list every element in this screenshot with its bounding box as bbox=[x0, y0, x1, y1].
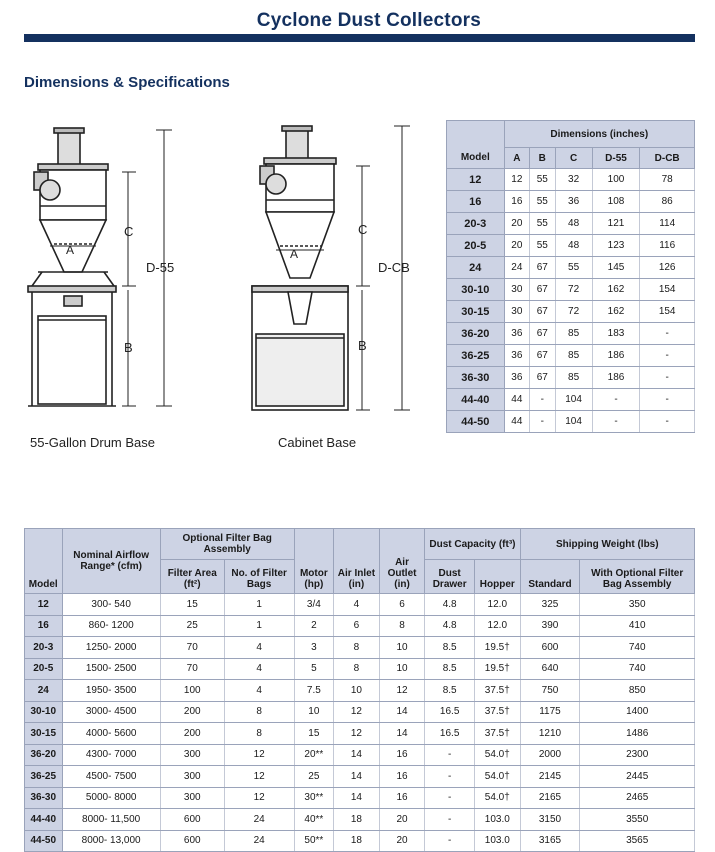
spec-cell: 600 bbox=[160, 809, 224, 831]
spec-cell: 12 bbox=[379, 680, 425, 702]
dimension-cell: 154 bbox=[640, 279, 695, 301]
spec-cell: 37.5† bbox=[474, 701, 520, 723]
spec-cell: 12.0 bbox=[474, 594, 520, 616]
spec-cell: 1 bbox=[224, 615, 294, 637]
table-row bbox=[447, 367, 695, 389]
spec-header-air-outlet: Air Outlet (in) bbox=[379, 529, 425, 594]
spec-cell: 37.5† bbox=[474, 723, 520, 745]
spec-cell: 20 bbox=[379, 830, 425, 852]
spec-header-dust-group: Dust Capacity (ft³) bbox=[425, 529, 520, 560]
spec-cell: 54.0† bbox=[474, 787, 520, 809]
spec-cell: - bbox=[425, 766, 475, 788]
model-cell: 16 bbox=[447, 191, 505, 213]
spec-cell: 12 bbox=[224, 766, 294, 788]
spec-cell: 3000- 4500 bbox=[62, 701, 160, 723]
spec-cell: 8000- 13,000 bbox=[62, 830, 160, 852]
spec-cell: 12 bbox=[224, 787, 294, 809]
spec-cell: 14 bbox=[379, 723, 425, 745]
drum-dim-d-label: D-55 bbox=[146, 260, 175, 275]
dimension-cell: 104 bbox=[555, 389, 592, 411]
spec-cell: 8 bbox=[224, 701, 294, 723]
spec-cell: 18 bbox=[334, 809, 380, 831]
spec-cell: 2 bbox=[294, 615, 334, 637]
spec-table-body bbox=[25, 594, 695, 852]
spec-cell: 860- 1200 bbox=[62, 615, 160, 637]
spec-cell: 40** bbox=[294, 809, 334, 831]
spec-cell: 103.0 bbox=[474, 809, 520, 831]
dimension-cell: 20 bbox=[504, 235, 529, 257]
spec-cell: 20** bbox=[294, 744, 334, 766]
table-row bbox=[447, 213, 695, 235]
dimension-cell: 44 bbox=[504, 389, 529, 411]
dimension-cell: 36 bbox=[504, 367, 529, 389]
dimension-cell: 72 bbox=[555, 279, 592, 301]
spec-cell: 10 bbox=[379, 637, 425, 659]
dimension-cell: 67 bbox=[530, 257, 555, 279]
model-cell: 36-20 bbox=[447, 323, 505, 345]
table-row bbox=[447, 345, 695, 367]
spec-cell: 103.0 bbox=[474, 830, 520, 852]
cabinet-dim-a-label: A bbox=[290, 247, 299, 261]
table-row bbox=[447, 411, 695, 433]
model-cell: 44-50 bbox=[25, 830, 63, 852]
model-cell: 36-30 bbox=[25, 787, 63, 809]
spec-header-filter-group: Optional Filter Bag Assembly bbox=[160, 529, 294, 560]
dimension-cell: 104 bbox=[555, 411, 592, 433]
table-row bbox=[447, 235, 695, 257]
dimension-cell: 48 bbox=[555, 213, 592, 235]
spec-cell: 25 bbox=[160, 615, 224, 637]
drum-dim-c-label: C bbox=[124, 224, 134, 239]
spec-cell: 300 bbox=[160, 787, 224, 809]
dimension-cell: 30 bbox=[504, 301, 529, 323]
dimension-cell: 116 bbox=[640, 235, 695, 257]
spec-cell: 4 bbox=[224, 680, 294, 702]
spec-cell: 54.0† bbox=[474, 766, 520, 788]
table-row bbox=[25, 701, 695, 723]
dimension-cell: 12 bbox=[504, 169, 529, 191]
cabinet-dim-c-label: C bbox=[358, 222, 368, 237]
spec-cell: 24 bbox=[224, 809, 294, 831]
spec-cell: 4 bbox=[224, 658, 294, 680]
dimension-cell: 121 bbox=[592, 213, 640, 235]
spec-cell: 100 bbox=[160, 680, 224, 702]
spec-cell: 8 bbox=[379, 615, 425, 637]
dimension-cell: 55 bbox=[555, 257, 592, 279]
drum-base-diagram bbox=[24, 120, 204, 420]
model-cell: 12 bbox=[25, 594, 63, 616]
spec-cell: 2000 bbox=[520, 744, 580, 766]
dimension-cell: 20 bbox=[504, 213, 529, 235]
spec-cell: 3150 bbox=[520, 809, 580, 831]
dimension-cell: - bbox=[530, 389, 555, 411]
spec-cell: 850 bbox=[580, 680, 695, 702]
table-row bbox=[25, 594, 695, 616]
spec-cell: 6 bbox=[379, 594, 425, 616]
dimension-cell: 24 bbox=[504, 257, 529, 279]
dimension-cell: 186 bbox=[592, 367, 640, 389]
spec-cell: 16 bbox=[379, 766, 425, 788]
table-row bbox=[447, 389, 695, 411]
spec-cell: 70 bbox=[160, 658, 224, 680]
dim-column-header: Model bbox=[447, 148, 505, 169]
spec-cell: 2445 bbox=[580, 766, 695, 788]
dimension-cell: 44 bbox=[504, 411, 529, 433]
spec-cell: 750 bbox=[520, 680, 580, 702]
spec-cell: 2145 bbox=[520, 766, 580, 788]
spec-cell: - bbox=[425, 809, 475, 831]
spec-cell: 8.5 bbox=[425, 680, 475, 702]
cabinet-dim-b-label: B bbox=[358, 338, 367, 353]
spec-header-weight-group: Shipping Weight (lbs) bbox=[520, 529, 694, 560]
dimension-cell: - bbox=[592, 389, 640, 411]
model-cell: 36-25 bbox=[447, 345, 505, 367]
table-row bbox=[25, 658, 695, 680]
dimension-cell: - bbox=[592, 411, 640, 433]
model-cell: 20-3 bbox=[447, 213, 505, 235]
dimension-cell: 55 bbox=[530, 169, 555, 191]
spec-cell: 1486 bbox=[580, 723, 695, 745]
spec-cell: 10 bbox=[334, 680, 380, 702]
spec-header-hopper: Hopper bbox=[474, 560, 520, 594]
dimension-cell: 55 bbox=[530, 213, 555, 235]
drum-dim-a-label: A bbox=[66, 243, 75, 257]
spec-cell: 12 bbox=[334, 723, 380, 745]
spec-cell: 600 bbox=[520, 637, 580, 659]
dimension-cell: - bbox=[640, 323, 695, 345]
dim-column-header: C bbox=[555, 148, 592, 169]
spec-cell: 3550 bbox=[580, 809, 695, 831]
spec-cell: 25 bbox=[294, 766, 334, 788]
model-cell: 30-10 bbox=[447, 279, 505, 301]
spec-cell: - bbox=[425, 744, 475, 766]
spec-cell: 8.5 bbox=[425, 637, 475, 659]
dimension-cell: 85 bbox=[555, 367, 592, 389]
dim-column-header: D-55 bbox=[592, 148, 640, 169]
dimension-cell: 55 bbox=[530, 191, 555, 213]
model-cell: 20-5 bbox=[447, 235, 505, 257]
spec-cell: 3165 bbox=[520, 830, 580, 852]
model-cell: 24 bbox=[25, 680, 63, 702]
spec-cell: 410 bbox=[580, 615, 695, 637]
spec-cell: 390 bbox=[520, 615, 580, 637]
spec-cell: 4.8 bbox=[425, 615, 475, 637]
spec-cell: 16 bbox=[379, 744, 425, 766]
spec-cell: 4300- 7000 bbox=[62, 744, 160, 766]
spec-cell: 4 bbox=[334, 594, 380, 616]
table-row bbox=[447, 257, 695, 279]
dimension-cell: 67 bbox=[530, 301, 555, 323]
dimension-cell: 85 bbox=[555, 345, 592, 367]
spec-cell: 300 bbox=[160, 766, 224, 788]
dimension-cell: 32 bbox=[555, 169, 592, 191]
spec-header-dust-drawer: Dust Drawer bbox=[425, 560, 475, 594]
dimension-cell: 72 bbox=[555, 301, 592, 323]
table-row bbox=[447, 301, 695, 323]
spec-cell: 19.5† bbox=[474, 658, 520, 680]
spec-cell: 16.5 bbox=[425, 701, 475, 723]
spec-cell: 19.5† bbox=[474, 637, 520, 659]
dimension-cell: 55 bbox=[530, 235, 555, 257]
model-cell: 24 bbox=[447, 257, 505, 279]
model-cell: 44-50 bbox=[447, 411, 505, 433]
spec-cell: 10 bbox=[294, 701, 334, 723]
dimension-cell: 30 bbox=[504, 279, 529, 301]
spec-cell: 15 bbox=[160, 594, 224, 616]
spec-cell: 1 bbox=[224, 594, 294, 616]
spec-cell: 740 bbox=[580, 637, 695, 659]
spec-cell: 300- 540 bbox=[62, 594, 160, 616]
spec-header-model: Model bbox=[25, 529, 63, 594]
spec-cell: 15 bbox=[294, 723, 334, 745]
spec-cell: 8 bbox=[334, 637, 380, 659]
spec-header-filter-bags: No. of Filter Bags bbox=[224, 560, 294, 594]
dimension-cell: 108 bbox=[592, 191, 640, 213]
spec-cell: 10 bbox=[379, 658, 425, 680]
spec-cell: 2300 bbox=[580, 744, 695, 766]
spec-cell: 24 bbox=[224, 830, 294, 852]
dimension-cell: - bbox=[640, 367, 695, 389]
model-cell: 20-3 bbox=[25, 637, 63, 659]
dimension-cell: 183 bbox=[592, 323, 640, 345]
spec-header-with-filter: With Optional Filter Bag Assembly bbox=[580, 560, 695, 594]
spec-cell: 16.5 bbox=[425, 723, 475, 745]
dim-column-header: B bbox=[530, 148, 555, 169]
spec-cell: 200 bbox=[160, 701, 224, 723]
dimension-cell: 67 bbox=[530, 345, 555, 367]
spec-cell: 2165 bbox=[520, 787, 580, 809]
spec-cell: 325 bbox=[520, 594, 580, 616]
dimension-cell: 162 bbox=[592, 279, 640, 301]
dimension-cell: 154 bbox=[640, 301, 695, 323]
dim-table-corner bbox=[447, 121, 505, 148]
spec-cell: 4 bbox=[224, 637, 294, 659]
spec-cell: 20 bbox=[379, 809, 425, 831]
table-row bbox=[25, 637, 695, 659]
dim-column-header-row bbox=[447, 148, 695, 169]
drum-dim-b-label: B bbox=[124, 340, 133, 355]
dimension-cell: 36 bbox=[555, 191, 592, 213]
spec-cell: 3 bbox=[294, 637, 334, 659]
spec-cell: 14 bbox=[379, 701, 425, 723]
spec-cell: 50** bbox=[294, 830, 334, 852]
spec-cell: 300 bbox=[160, 744, 224, 766]
page-title-wrap bbox=[0, 10, 715, 32]
spec-header-motor: Motor (hp) bbox=[294, 529, 334, 594]
spec-cell: 70 bbox=[160, 637, 224, 659]
dimension-cell: 114 bbox=[640, 213, 695, 235]
spec-cell: 7.5 bbox=[294, 680, 334, 702]
model-cell: 36-25 bbox=[25, 766, 63, 788]
model-cell: 30-15 bbox=[25, 723, 63, 745]
table-row bbox=[25, 723, 695, 745]
dimension-cell: 67 bbox=[530, 279, 555, 301]
drum-base-caption: 55-Gallon Drum Base bbox=[30, 435, 155, 450]
spec-header-filter-area: Filter Area (ft²) bbox=[160, 560, 224, 594]
cabinet-dim-d-label: D-CB bbox=[378, 260, 410, 275]
table-row bbox=[447, 279, 695, 301]
spec-cell: 4.8 bbox=[425, 594, 475, 616]
model-cell: 36-30 bbox=[447, 367, 505, 389]
spec-cell: 350 bbox=[580, 594, 695, 616]
table-row bbox=[447, 323, 695, 345]
dimension-cell: 78 bbox=[640, 169, 695, 191]
spec-cell: 200 bbox=[160, 723, 224, 745]
table-row bbox=[447, 191, 695, 213]
table-row bbox=[25, 680, 695, 702]
dimension-cell: 85 bbox=[555, 323, 592, 345]
dimension-cell: 16 bbox=[504, 191, 529, 213]
spec-header-standard: Standard bbox=[520, 560, 580, 594]
spec-cell: 14 bbox=[334, 766, 380, 788]
dimension-cell: 100 bbox=[592, 169, 640, 191]
specifications-table bbox=[24, 528, 695, 852]
spec-cell: 37.5† bbox=[474, 680, 520, 702]
model-cell: 12 bbox=[447, 169, 505, 191]
spec-cell: 30** bbox=[294, 787, 334, 809]
dimension-cell: 162 bbox=[592, 301, 640, 323]
dimension-cell: 67 bbox=[530, 367, 555, 389]
spec-cell: 18 bbox=[334, 830, 380, 852]
dimension-cell: 186 bbox=[592, 345, 640, 367]
page-title: Cyclone Dust Collectors bbox=[256, 10, 481, 31]
spec-cell: 8 bbox=[224, 723, 294, 745]
table-row bbox=[25, 615, 695, 637]
spec-cell: 12 bbox=[224, 744, 294, 766]
table-row bbox=[25, 809, 695, 831]
dimension-cell: - bbox=[530, 411, 555, 433]
model-cell: 16 bbox=[25, 615, 63, 637]
spec-cell: 54.0† bbox=[474, 744, 520, 766]
dimension-cell: 36 bbox=[504, 345, 529, 367]
model-cell: 30-10 bbox=[25, 701, 63, 723]
spec-cell: 600 bbox=[160, 830, 224, 852]
dimensions-table bbox=[446, 120, 695, 433]
dimension-cell: 48 bbox=[555, 235, 592, 257]
spec-cell: 5000- 8000 bbox=[62, 787, 160, 809]
spec-cell: - bbox=[425, 787, 475, 809]
model-cell: 36-20 bbox=[25, 744, 63, 766]
spec-cell: 5 bbox=[294, 658, 334, 680]
title-divider bbox=[24, 34, 695, 42]
dimension-cell: - bbox=[640, 411, 695, 433]
spec-cell: 4500- 7500 bbox=[62, 766, 160, 788]
spec-cell: 3/4 bbox=[294, 594, 334, 616]
spec-header-airflow: Nominal Airflow Range* (cfm) bbox=[62, 529, 160, 594]
spec-cell: 4000- 5600 bbox=[62, 723, 160, 745]
dim-column-header: D-CB bbox=[640, 148, 695, 169]
dimension-cell: 67 bbox=[530, 323, 555, 345]
dim-table-body bbox=[447, 169, 695, 433]
dim-column-header: A bbox=[504, 148, 529, 169]
spec-cell: - bbox=[425, 830, 475, 852]
model-cell: 20-5 bbox=[25, 658, 63, 680]
spec-cell: 2465 bbox=[580, 787, 695, 809]
spec-cell: 8 bbox=[334, 658, 380, 680]
table-row bbox=[25, 744, 695, 766]
dim-group-header: Dimensions (inches) bbox=[504, 121, 694, 148]
dimension-cell: 126 bbox=[640, 257, 695, 279]
spec-cell: 8000- 11,500 bbox=[62, 809, 160, 831]
spec-cell: 16 bbox=[379, 787, 425, 809]
spec-cell: 3565 bbox=[580, 830, 695, 852]
spec-cell: 12 bbox=[334, 701, 380, 723]
model-cell: 30-15 bbox=[447, 301, 505, 323]
spec-cell: 8.5 bbox=[425, 658, 475, 680]
spec-cell: 1175 bbox=[520, 701, 580, 723]
table-row bbox=[25, 787, 695, 809]
table-row bbox=[25, 766, 695, 788]
dimension-cell: 86 bbox=[640, 191, 695, 213]
spec-cell: 12.0 bbox=[474, 615, 520, 637]
spec-cell: 1250- 2000 bbox=[62, 637, 160, 659]
dimension-cell: 145 bbox=[592, 257, 640, 279]
model-cell: 44-40 bbox=[447, 389, 505, 411]
spec-cell: 14 bbox=[334, 787, 380, 809]
cabinet-base-caption: Cabinet Base bbox=[278, 435, 357, 450]
spec-cell: 14 bbox=[334, 744, 380, 766]
table-row bbox=[447, 169, 695, 191]
spec-cell: 6 bbox=[334, 615, 380, 637]
spec-cell: 1400 bbox=[580, 701, 695, 723]
spec-cell: 1950- 3500 bbox=[62, 680, 160, 702]
model-cell: 44-40 bbox=[25, 809, 63, 831]
spec-cell: 1210 bbox=[520, 723, 580, 745]
dimension-cell: - bbox=[640, 345, 695, 367]
section-subtitle: Dimensions & Specifications bbox=[24, 74, 230, 91]
spec-header-air-inlet: Air Inlet (in) bbox=[334, 529, 380, 594]
cabinet-base-diagram bbox=[242, 120, 422, 420]
spec-cell: 640 bbox=[520, 658, 580, 680]
dimension-cell: 123 bbox=[592, 235, 640, 257]
table-row bbox=[25, 830, 695, 852]
dimension-cell: 36 bbox=[504, 323, 529, 345]
dimension-cell: - bbox=[640, 389, 695, 411]
spec-cell: 740 bbox=[580, 658, 695, 680]
spec-cell: 1500- 2500 bbox=[62, 658, 160, 680]
